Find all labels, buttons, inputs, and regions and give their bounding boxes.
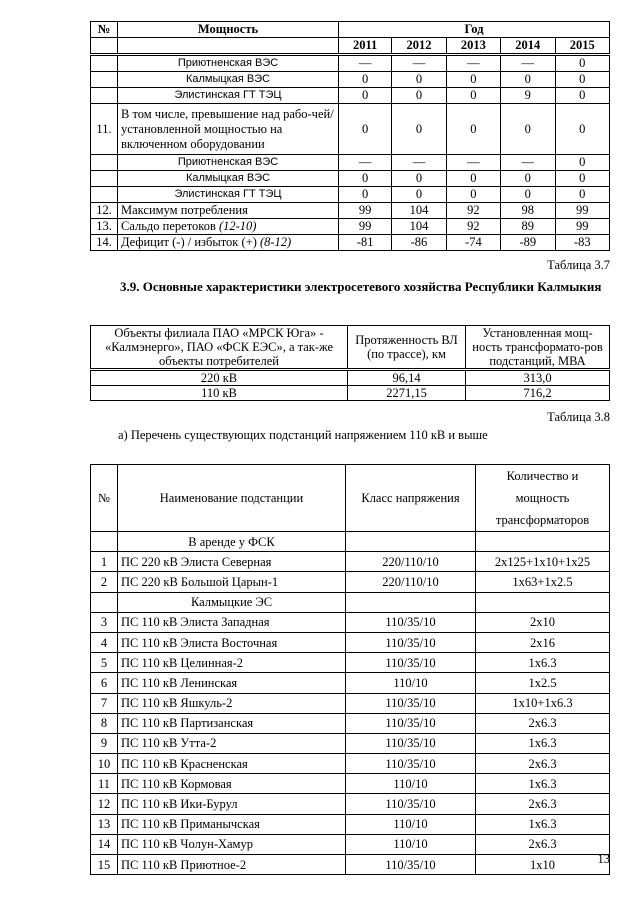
year-header: 2011: [339, 38, 392, 55]
year-header: 2014: [501, 38, 555, 55]
name-header: Наименование подстанции: [118, 465, 346, 532]
table-row: Калмыцкая ВЭС 0 0 0 0 0: [91, 171, 610, 187]
table-row: 12. Максимум потребления 99 104 92 98 99: [91, 203, 610, 219]
table-row: 11. В том числе, превышение над рабо-чей/установленной мощностью на включенном оборудовании 0 0 0 0 0: [91, 104, 610, 155]
group-row: В аренде у ФСК: [91, 532, 610, 552]
length-header: Протяженность ВЛ (по трассе), км: [348, 326, 466, 370]
col-num-header: №: [91, 22, 118, 38]
page-number: 13: [597, 852, 610, 866]
table-row: Элистинская ГТ ТЭЦ 0 0 0 0 0: [91, 187, 610, 203]
table-caption-3-8: Таблица 3.8: [547, 410, 610, 424]
transformers-header: Количество и мощность трансформаторов: [476, 465, 610, 532]
table-row: 11 ПС 110 кВ Кормовая 110/10 1х6.3: [91, 774, 610, 794]
section-heading: 3.9. Основные характеристики электросетевого хозяйства Республики Калмыкия: [120, 279, 602, 294]
table-row: 10 ПС 110 кВ Красненская 110/35/10 2х6.3: [91, 754, 610, 774]
num-header: №: [91, 465, 118, 532]
table-row: 3 ПС 110 кВ Элиста Западная 110/35/10 2х10: [91, 612, 610, 632]
year-header: 2012: [392, 38, 446, 55]
table-row: 9 ПС 110 кВ Утта-2 110/35/10 1х6.3: [91, 733, 610, 753]
group-row: Калмыцкие ЭС: [91, 592, 610, 612]
table-row: Элистинская ГТ ТЭЦ 0 0 0 9 0: [91, 88, 610, 104]
substations-table: [90, 464, 610, 875]
table-caption-3-7: Таблица 3.7: [547, 258, 610, 272]
table-row: 220 кВ 96,14 313,0: [91, 370, 610, 386]
table-row: 13 ПС 110 кВ Приманычская 110/10 1х6.3: [91, 814, 610, 834]
col-year-header: Год: [339, 22, 610, 38]
objects-header: Объекты филиала ПАО «МРСК Юга» - «Калмэнерго», ПАО «ФСК ЕЭС», а так-же объекты потребителей: [91, 326, 348, 370]
table-row: Приютненская ВЭС — — — — 0: [91, 155, 610, 171]
table-row: 110 кВ 2271,15 716,2: [91, 386, 610, 401]
table-row: 13. Сальдо перетоков (12-10) 99 104 92 89 99: [91, 219, 610, 235]
table-row: 5 ПС 110 кВ Целинная-2 110/35/10 1х6.3: [91, 653, 610, 673]
table-row: 15 ПС 110 кВ Приютное-2 110/35/10 1х10: [91, 855, 610, 875]
table-row: 2 ПС 220 кВ Большой Царын-1 220/110/10 1х63+1х2.5: [91, 572, 610, 592]
table-row: Приютненская ВЭС — — — — 0: [91, 55, 610, 72]
col-power-header: Мощность: [118, 22, 339, 38]
power-balance-table: [90, 21, 610, 251]
table-row: 14. Дефицит (-) / избыток (+) (8-12) -81 -86 -74 -89 -83: [91, 235, 610, 251]
table-row: 1 ПС 220 кВ Элиста Северная 220/110/10 2х125+1х10+1х25: [91, 552, 610, 572]
table-row: 8 ПС 110 кВ Партизанская 110/35/10 2х6.3: [91, 713, 610, 733]
table-row: 7 ПС 110 кВ Яшкуль-2 110/35/10 1х10+1х6.3: [91, 693, 610, 713]
voltage-header: Класс напряжения: [346, 465, 476, 532]
capacity-header: Установленная мощ-ность трансформато-ров подстанций, МВА: [466, 326, 610, 370]
year-header: 2013: [446, 38, 500, 55]
table-row: 14 ПС 110 кВ Чолун-Хамур 110/10 2х6.3: [91, 834, 610, 854]
year-header: 2015: [555, 38, 609, 55]
table-row: 12 ПС 110 кВ Ики-Бурул 110/35/10 2х6.3: [91, 794, 610, 814]
table-row: Калмыцкая ВЭС 0 0 0 0 0: [91, 72, 610, 88]
table-row: 6 ПС 110 кВ Ленинская 110/10 1х2.5: [91, 673, 610, 693]
grid-characteristics-table: [90, 325, 610, 401]
table-subtitle: а) Перечень существующих подстанций напряжением 110 кВ и выше: [118, 428, 488, 442]
table-row: 4 ПС 110 кВ Элиста Восточная 110/35/10 2х16: [91, 632, 610, 652]
